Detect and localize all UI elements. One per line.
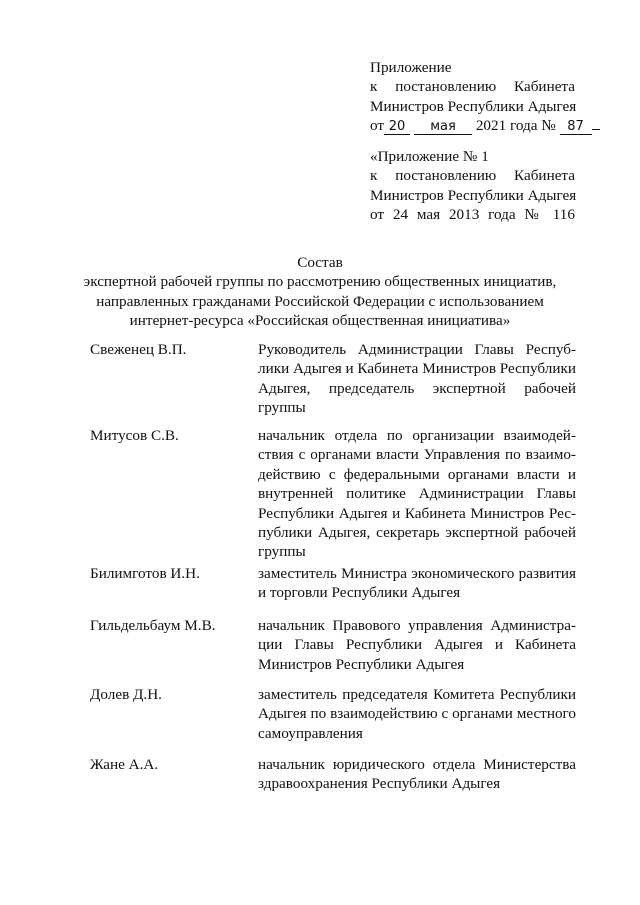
member-role xyxy=(258,426,576,562)
original-date-line: от 24 мая 2013 года № 116 xyxy=(370,206,575,224)
role-line: заместитель председателя Комитета Республики xyxy=(258,686,576,703)
role-line: Руководитель Администрации Главы Респуб- xyxy=(258,341,576,358)
appendix-decree-ref: к постановлению Кабинета xyxy=(370,78,575,96)
member-role xyxy=(258,616,576,674)
role-line: ции Главы Республики Адыгея и Кабинета xyxy=(258,636,576,654)
handwritten-month: мая xyxy=(414,120,472,135)
role-line: и торговли Республики Адыгея xyxy=(258,584,461,602)
member-name: Долев Д.Н. xyxy=(90,686,162,703)
role-line: Министров Республики Адыгея xyxy=(258,655,465,673)
role-line: публики Адыгея, секретарь экспертной рабочей xyxy=(258,524,576,542)
role-line: лики Адыгея и Кабинета Министров Республики xyxy=(258,360,576,378)
member-role xyxy=(258,755,576,794)
role-line: начальник Правового управления Администра- xyxy=(258,617,576,634)
number-underline xyxy=(592,129,600,130)
role-line: начальник отдела по организации взаимодей- xyxy=(258,427,576,444)
title-line-2: экспертной рабочей группы по рассмотрению общественных инициатив, xyxy=(83,273,557,291)
handwritten-decree-number: 87 xyxy=(560,120,592,135)
role-line: заместитель Министра экономического развития xyxy=(258,565,576,582)
role-line: Адыгея, председатель экспертной рабочей xyxy=(258,379,576,397)
member-role xyxy=(258,340,576,418)
member-role xyxy=(258,685,576,743)
title-line-4: интернет-ресурса «Российская общественная инициатива» xyxy=(129,312,511,330)
handwritten-day: 20 xyxy=(384,120,410,135)
title-line-3: направленных гражданами Российской Федерации с использованием xyxy=(96,292,544,310)
appendix-date-line xyxy=(370,116,584,135)
role-line: начальник юридического отдела Министерства xyxy=(258,756,576,773)
member-role xyxy=(258,564,576,603)
role-line: Адыгея по взаимодействию с органами местного xyxy=(258,705,576,723)
role-line: самоуправления xyxy=(258,724,363,742)
role-line: здравоохранения Республики Адыгея xyxy=(258,775,501,793)
appendix-authority: Министров Республики Адыгея xyxy=(370,97,577,115)
role-line: группы xyxy=(258,543,306,561)
member-name: Билимготов И.Н. xyxy=(90,565,200,582)
role-line: ствия с органами власти Управления по взаимо- xyxy=(258,446,576,464)
document-title xyxy=(60,253,580,331)
title-heading: Состав xyxy=(297,254,343,271)
appendix-label: Приложение xyxy=(370,59,452,76)
member-name: Гильдельбаум М.В. xyxy=(90,617,216,634)
original-appendix-label: «Приложение № 1 xyxy=(370,148,489,165)
appendix-header xyxy=(370,58,584,136)
member-name: Жане А.А. xyxy=(90,756,159,773)
role-line: внутренней политике Администрации Главы xyxy=(258,485,576,503)
role-line: Республики Адыгея и Кабинета Министров Рес- xyxy=(258,504,576,522)
original-decree-ref: к постановлению Кабинета xyxy=(370,167,575,185)
member-name: Свеженец В.П. xyxy=(90,341,187,358)
role-line: действию с федеральными органами власти и xyxy=(258,465,576,483)
date-prefix: от xyxy=(370,117,385,135)
role-line: группы xyxy=(258,399,306,417)
original-appendix-header xyxy=(370,147,575,225)
member-name: Митусов С.В. xyxy=(90,427,179,444)
date-year-text: 2021 года № xyxy=(475,117,556,135)
original-authority: Министров Республики Адыгея xyxy=(370,186,577,204)
